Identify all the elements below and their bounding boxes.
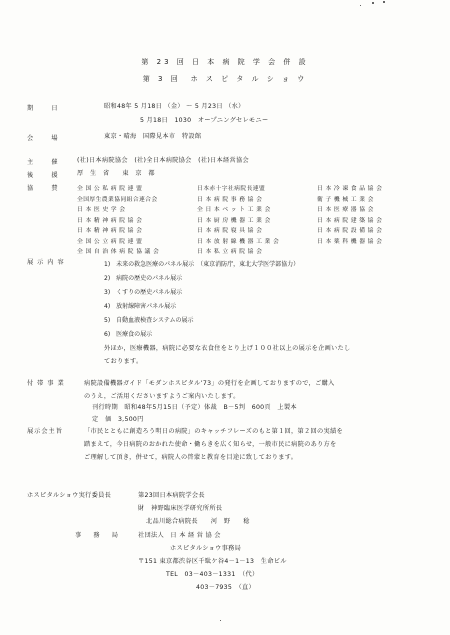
publication-label: 付 帯 事 業 [27,380,65,387]
concept-label: 展示会主旨 [27,428,63,435]
scan-speck [360,5,361,6]
scan-speck [220,620,221,621]
cosponsor-grid [77,183,437,257]
committee-line-4: 社団法人 日 本 経 営 協 会 [138,532,221,539]
committee-line-8: 403－7935 （直） [196,584,255,591]
cosponsor-item: 日本赤十字社病院長連盟 [197,186,266,192]
committee-label: ホスピタルショウ実行委員長 [27,492,112,499]
cosponsor-item: 全 日 本 ベ ッ ト 工 業 会 [197,207,271,213]
cosponsor-row [77,215,437,226]
document-subtitle: 第 3 回 ホ ス ピ タ ル シ ョ ウ [142,75,308,83]
scan-speck [372,2,374,4]
venue-label: 会 場 [27,135,64,142]
cosponsor-item: 日 本 精 神 病 院 協 会 [77,217,143,224]
exhibits-note-line-1: 外ほか，医療機器，病院に必要な衣食住をとり上げ１００社以上の展示を企画いたし [104,345,351,352]
cosponsor-item: 日 本 薬 科 機 器 協 会 [317,238,383,245]
period-label: 期 日 [27,105,64,112]
committee-line-1: 第23回日本病院学会長 [138,492,205,499]
scan-speck [383,1,385,3]
committee-line-6: 〒151 東京都渋谷区千駄ケ谷4－1－13 生命ビル [138,558,287,565]
host-text: (社)日本病院協会 (社)全日本病院協会 (社)日本経営協会 [77,157,249,164]
cosponsor-item: 日 本 病 院 事 務 協 会 [197,196,263,203]
office-label: 事 務 局 [75,532,121,539]
exhibit-item: 5) 自動血液検査システムの展示 [104,317,194,324]
cosponsor-item: 全 国 公 立 病 院 連 盟 [77,238,143,245]
publication-line-1: 病院設備機器ガイド「モダンホスピタル’73」の発行を企画しておりますので，ご購入 [84,380,335,387]
exhibit-item: 3) くすりの歴史パネル展示 [104,289,183,296]
cosponsor-row [77,225,437,236]
venue-text: 東京・晴海 国際見本市 特設館 [104,133,202,140]
publication-price: 定 価 3,500円 [92,416,144,423]
period-line-1: 昭和48年 5 月18日 （金） ～ 5 月23日 （水） [104,103,245,110]
cosponsor-row [77,194,437,205]
exhibit-item: 2) 病院の歴史のパネル展示 [104,275,183,282]
committee-line-7: TEL 03－403－1331 （代） [166,571,259,578]
cosponsor-item: 日 本 医 療 器 協 会 [317,207,374,213]
cosponsor-item: 日 本 精 神 病 院 協 会 [77,228,143,234]
publication-line-3: 刊行時期 昭和48年5月15日（予定）体裁 B－5判 600頁 上製本 [92,404,297,411]
cosponsor-row [77,236,437,247]
concept-line-2: 踏まえて，今日病院のおかれた使命・働らきを広く知らせ，一般市民に病院のあり方を [84,441,337,448]
cosponsor-item: 日 本 病 院 設 備 協 会 [317,228,383,234]
cosponsor-item: 日 本 放 射 線 機 器 工 業 会 [197,238,280,245]
exhibits-label: 展 示 内 容 [27,259,65,266]
exhibit-item: 6) 医療食の展示 [104,331,153,338]
cosponsor-item: 日 本 冷 凍 食 品 協 会 [317,186,383,192]
support-label: 後 援 [27,172,64,179]
cosponsor-item [317,246,437,257]
cosponsor-label: 協 賛 [27,185,64,192]
cosponsor-item: 日 本 厨 房 機 器 工 業 会 [197,217,271,224]
publication-line-2: のうえ，ご活用くださいますようご案内いたします。 [84,393,240,400]
concept-line-3: ご理解して頂き，併せて，病院人の啓蒙と教育を目途に致しております。 [84,454,298,461]
cosponsor-item: 衛 子 機 械 工 業 会 [317,196,374,203]
cosponsor-row [77,204,437,215]
cosponsor-item: 全 国 公 私 病 院 連 盟 [77,186,143,192]
concept-line-1: 「市民とともに創造ろう明日の病院」のキャッチフレーズのもと第１回，第２回の実績を [84,428,343,435]
exhibit-item: 4) 放射線障害パネル展示 [104,303,177,310]
host-label: 主 催 [27,159,64,166]
cosponsor-row [77,183,437,194]
cosponsor-item: 全国厚生農業協同組合連合会 [77,196,158,203]
exhibit-item: 1) 未来の救急医療のパネル展示 （東京消防庁，東北大学医学部協力） [104,261,300,268]
cosponsor-row [77,246,437,257]
committee-line-2: 財 神野臨床医学研究所所長 [138,505,223,512]
committee-line-3: 北品川総合病院長 河 野 稔 [146,518,250,525]
exhibits-note-line-2: ております。 [104,358,143,365]
committee-line-5: ホスピタルショウ事務局 [170,545,242,552]
period-line-2: 5 月18日 1030 オープニングセレモニー [140,117,269,124]
cosponsor-item: 全 国 自 治 体 病 院 協 議 会 [77,249,160,255]
cosponsor-item: 日 本 医 史 学 会 [77,207,126,213]
cosponsor-item: 日 本 私 立 病 院 協 会 [197,249,263,255]
cosponsor-item: 日 本 病 院 寝 具 協 会 [197,228,263,234]
cosponsor-item: 日 本 病 院 建 築 協 会 [317,217,383,224]
document-title: 第 23 回 日 本 病 院 学 会 併 設 [141,58,309,66]
support-text: 厚 生 省 東 京 都 [77,170,155,177]
